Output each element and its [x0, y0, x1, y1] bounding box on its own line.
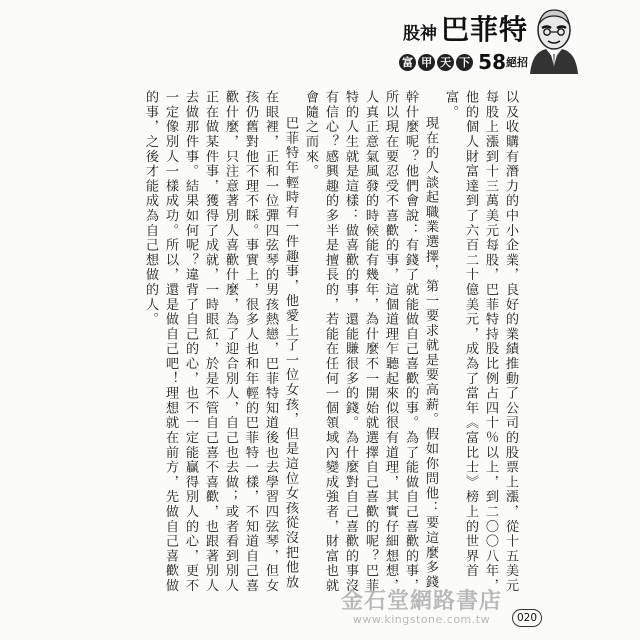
book-subtitle [399, 50, 528, 74]
circled-char: 富 [399, 54, 416, 71]
watermark-logo [341, 584, 502, 626]
chapter-header [399, 8, 528, 74]
subtitle-suffix: 絕招 [506, 56, 528, 69]
page-number: 020 [512, 609, 542, 627]
paragraph: 巴菲特年輕時有一件趣事，他愛上了一位女孩，但是這位女孩從沒把他放在眼裡，正和一位彈四弦琴的男孩熱戀，巴菲特知道後也去學習四弦琴，但女孩仍舊對他不理不睬。事實上，很多人也和年輕的巴菲特一樣，不知道自己喜歡什麼，只注意著別人喜歡什麼，為了迎合別人，自己也去做；或者看到別人正在做某件事，獲得了成就，一時眼紅，於是不管自己喜不喜歡，也跟著別人去做那件事。結果如何呢？違背了自己的心，也不一定能贏得別人的心，更不一定像別人一樣成功。所以，還是做自己吧！理想就在前方，先做自己喜歡做的事，之後才能成為自己想做的人。 [143, 90, 298, 594]
circled-char: 下 [456, 54, 473, 71]
watermark-url: www.kingstone.com.tw [352, 613, 491, 626]
watermark-text: 金石堂網路書店 [340, 588, 502, 614]
paragraph: 現在的人談起職業選擇，第一要求就是要高薪。假如你問他：要這麼多錢幹什麼呢？他們會說：有錢了就能做自己喜歡的事。為了能做自己喜歡的事，所以現在要忍受不喜歡的事，這個道理乍聽起來似很有道理，其實仔細想想，人真正意氣風發的時候能有幾年，為什麼不一開始就選擇自己喜歡的呢？巴菲特的人生就是這樣：做喜歡的事，還能賺很多的錢。為什麼對自己喜歡的事沒有信心？感興趣的多半是擅長的，若能在任何一個領域內變成強者，財富也就會隨之而來。 [303, 90, 438, 594]
paragraph: 以及收購有潛力的中小企業，良好的業績推動了公司的股票上漲，從十五美元每股上漲到十三萬美元每股，巴菲特持股比例占四十％以上，到二〇〇八年，他的個人財富達到了六百二十億美元，成為了當年《富比士》榜上的世界首富。 [443, 90, 518, 594]
circled-char: 天 [437, 54, 454, 71]
tips-count: 58 [478, 50, 506, 74]
book-title [399, 8, 528, 48]
portrait-illustration-icon [522, 4, 582, 74]
title-name: 巴菲特 [440, 13, 528, 46]
circled-char: 甲 [418, 54, 435, 71]
body-text [140, 90, 520, 600]
title-prefix: 股神 [402, 24, 437, 44]
